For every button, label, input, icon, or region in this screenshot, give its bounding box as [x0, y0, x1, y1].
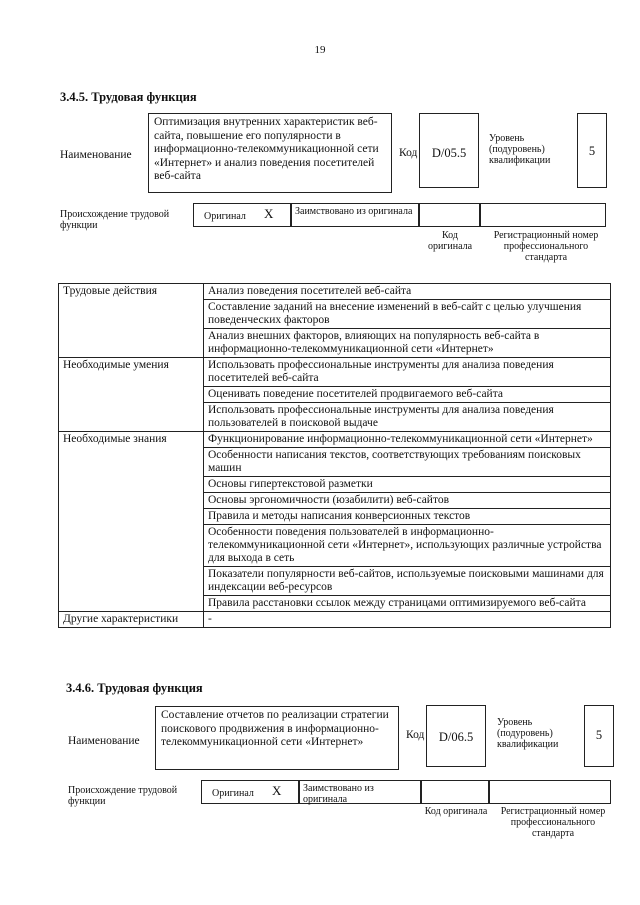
original-cell: [201, 780, 299, 804]
table-row: [59, 284, 611, 300]
name-label: Наименование: [60, 149, 132, 161]
table-row: [59, 358, 611, 387]
group-label: Необходимые знания: [59, 432, 204, 612]
original-label: Оригинал: [212, 788, 254, 799]
table-cell: Анализ внешних факторов, влияющих на популярность веб-сайта в информационно-телекоммуникационной сети «Интернет»: [204, 329, 611, 358]
origin-label: Происхождение трудовой функции: [68, 785, 178, 807]
table-cell: Правила и методы написания конверсионных текстов: [204, 509, 611, 525]
table-cell: Основы эргономичности (юзабилити) веб-сайтов: [204, 493, 611, 509]
table-cell: Особенности написания текстов, соответствующих требованиям поисковых машин: [204, 448, 611, 477]
name-label: Наименование: [68, 735, 140, 747]
table-cell: Функционирование информационно-телекоммуникационной сети «Интернет»: [204, 432, 611, 448]
borrowed-cell: Заимствовано из оригинала: [299, 780, 421, 804]
function-details-table: [58, 283, 611, 628]
level-value: 5: [577, 113, 607, 188]
group-label: Необходимые умения: [59, 358, 204, 432]
reg-number-cell: [480, 203, 606, 227]
page-number: 19: [314, 44, 326, 56]
table-row: [59, 612, 611, 628]
reg-number-cell: [489, 780, 611, 804]
level-value: 5: [584, 705, 614, 767]
table-cell: Оценивать поведение посетителей продвигаемого веб-сайта: [204, 387, 611, 403]
code-original-label: Код оригинала: [427, 230, 473, 252]
table-cell: Показатели популярности веб-сайтов, используемые поисковыми машинами для индексации веб-ресурсов: [204, 567, 611, 596]
group-label: Трудовые действия: [59, 284, 204, 358]
function-name-box: Оптимизация внутренних характеристик веб-сайта, повышение его популярности в информационно-телекоммуникационной сети «Интернет» и анализ поведения посетителей веб-сайта: [148, 113, 392, 193]
table-cell: Использовать профессиональные инструменты для анализа поведения пользователей в поисковой выдаче: [204, 403, 611, 432]
original-cell: [193, 203, 291, 227]
code-label: Код: [406, 729, 425, 741]
code-value: D/05.5: [419, 113, 479, 188]
code-original-cell: [421, 780, 489, 804]
table-cell: Использовать профессиональные инструменты для анализа поведения посетителей веб-сайта: [204, 358, 611, 387]
level-label: Уровень (подуровень) квалификации: [497, 717, 559, 750]
section-heading-3-4-6: 3.4.6. Трудовая функция: [66, 681, 203, 695]
origin-row: [201, 780, 611, 804]
table-cell: Особенности поведения пользователей в информационно-телекоммуникационной сети «Интернет», использующих различные устройства для выхода в сеть: [204, 525, 611, 567]
borrowed-cell: Заимствовано из оригинала: [291, 203, 419, 227]
original-mark: X: [264, 206, 274, 221]
code-value: D/06.5: [426, 705, 486, 767]
code-label: Код: [399, 147, 418, 159]
level-label: Уровень (подуровень) квалификации: [489, 133, 551, 166]
origin-label: Происхождение трудовой функции: [60, 209, 170, 231]
reg-number-label: Регистрационный номер профессионального стандарта: [500, 806, 606, 839]
table-cell: Правила расстановки ссылок между страницами оптимизируемого веб-сайта: [204, 596, 611, 612]
code-original-label: Код оригинала: [424, 806, 488, 817]
section-heading-3-4-5: 3.4.5. Трудовая функция: [60, 90, 197, 104]
original-label: Оригинал: [204, 211, 246, 222]
table-cell: Составление заданий на внесение изменений в веб-сайт с целью улучшения поведенческих факторов: [204, 300, 611, 329]
group-label: Другие характеристики: [59, 612, 204, 628]
table-cell: Анализ поведения посетителей веб-сайта: [204, 284, 611, 300]
origin-row: [193, 203, 606, 227]
table-row: [59, 432, 611, 448]
code-original-cell: [419, 203, 480, 227]
reg-number-label: Регистрационный номер профессионального стандарта: [493, 230, 599, 263]
function-name-box: Составление отчетов по реализации стратегии поискового продвижения в информационно-телекоммуникационной сети «Интернет»: [155, 706, 399, 770]
table-cell: Основы гипертекстовой разметки: [204, 477, 611, 493]
table-cell: -: [204, 612, 611, 628]
original-mark: X: [272, 783, 282, 798]
